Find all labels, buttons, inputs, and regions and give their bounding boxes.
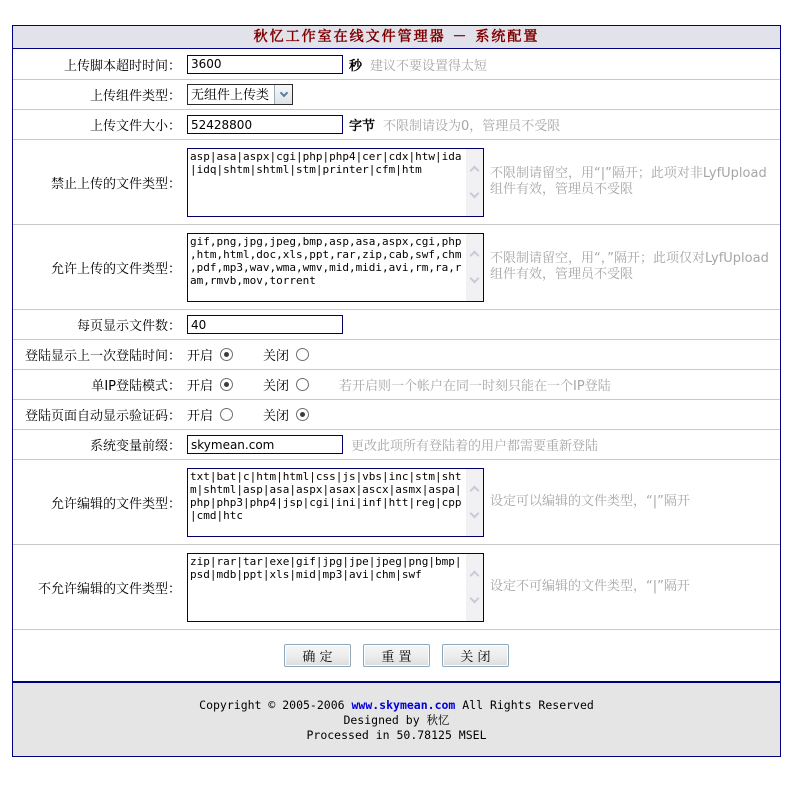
var-prefix-note: 更改此项所有登陆着的用户都需要重新登陆 xyxy=(351,439,599,454)
scroll-down-icon xyxy=(470,274,480,284)
scrollbar[interactable] xyxy=(466,469,483,536)
radio-option-off[interactable] xyxy=(263,405,309,424)
chevron-down-icon xyxy=(279,89,287,97)
script-timeout-input[interactable] xyxy=(187,55,343,74)
scroll-up-icon xyxy=(470,571,480,581)
row-noneditable-types xyxy=(13,544,780,629)
noneditable-types-note: 设定不可编辑的文件类型，“|”隔开 xyxy=(490,579,690,594)
radio-off[interactable] xyxy=(296,408,309,421)
forbidden-types-note: 不限制请留空，用“|”隔开；此项对非LyfUpload组件有效，管理员不受限 xyxy=(490,166,767,197)
ok-button[interactable]: 确 定 xyxy=(284,644,351,667)
script-timeout-label: 上传脚本超时时间： xyxy=(63,58,181,74)
editable-types-note: 设定可以编辑的文件类型，“|”隔开 xyxy=(490,494,690,509)
auto-captcha-label: 登陆页面自动显示验证码： xyxy=(24,409,181,424)
script-timeout-note: 建议不要设置得太短 xyxy=(370,58,488,74)
radio-off-label: 关闭 xyxy=(263,349,290,364)
radio-on-label: 开启 xyxy=(187,349,214,364)
noneditable-types-textarea[interactable] xyxy=(188,554,483,621)
designed-line: Designed by 秋忆 xyxy=(343,713,450,727)
row-allowed-types xyxy=(13,224,780,309)
show-last-login-label: 登陆显示上一次登陆时间： xyxy=(24,349,181,364)
radio-on-label: 开启 xyxy=(187,409,214,424)
radio-option-on[interactable] xyxy=(187,405,233,424)
row-auto-captcha xyxy=(13,399,780,429)
radio-off[interactable] xyxy=(296,378,309,391)
noneditable-types-label: 不允许编辑的文件类型： xyxy=(37,581,181,597)
skymean-link[interactable]: www.skymean.com xyxy=(351,698,456,712)
scrollbar[interactable] xyxy=(466,149,483,216)
radio-on-label: 开启 xyxy=(187,379,214,394)
files-per-page-input[interactable] xyxy=(187,315,343,334)
var-prefix-input[interactable] xyxy=(187,435,343,454)
scroll-down-icon xyxy=(470,594,480,604)
component-type-label: 上传组件类型： xyxy=(89,89,181,104)
row-forbidden-types xyxy=(13,139,780,224)
component-type-selected: 无组件上传类 xyxy=(191,88,270,103)
reset-button[interactable]: 重 置 xyxy=(363,644,430,667)
allowed-types-label: 允许上传的文件类型： xyxy=(50,261,181,277)
dropdown-button[interactable] xyxy=(274,85,292,104)
scroll-up-icon xyxy=(470,166,480,176)
single-ip-note: 若开启则一个帐户在同一时刻只能在一个IP登陆 xyxy=(339,379,611,394)
close-button[interactable]: 关 闭 xyxy=(442,644,509,667)
radio-off-label: 关闭 xyxy=(263,379,290,394)
editable-types-label: 允许编辑的文件类型： xyxy=(50,496,181,512)
footer xyxy=(12,682,781,757)
row-editable-types xyxy=(13,459,780,544)
scrollbar[interactable] xyxy=(466,554,483,621)
files-per-page-label: 每页显示文件数： xyxy=(76,319,181,334)
row-buttons xyxy=(13,629,780,681)
page-title: 秋忆工作室在线文件管理器 － 系统配置 xyxy=(13,26,780,49)
component-type-select[interactable] xyxy=(187,84,293,105)
radio-option-on[interactable] xyxy=(187,375,233,394)
row-var-prefix xyxy=(13,429,780,459)
radio-on[interactable] xyxy=(220,378,233,391)
row-component-type xyxy=(13,79,780,109)
row-script-timeout xyxy=(13,49,780,79)
row-files-per-page xyxy=(13,309,780,339)
row-single-ip xyxy=(13,369,780,399)
editable-types-textarea[interactable] xyxy=(188,469,483,536)
scroll-up-icon xyxy=(470,251,480,261)
radio-off-label: 关闭 xyxy=(263,409,290,424)
single-ip-label: 单IP登陆模式： xyxy=(91,379,181,394)
radio-on[interactable] xyxy=(220,408,233,421)
radio-on[interactable] xyxy=(220,348,233,361)
scroll-up-icon xyxy=(470,486,480,496)
radio-off[interactable] xyxy=(296,348,309,361)
max-filesize-unit: 字节 xyxy=(349,119,376,134)
max-filesize-input[interactable] xyxy=(187,115,343,134)
forbidden-types-textarea[interactable] xyxy=(188,149,483,216)
processed-line: Processed in 50.78125 MSEL xyxy=(306,728,487,742)
scroll-down-icon xyxy=(470,509,480,519)
config-panel xyxy=(12,25,781,682)
var-prefix-label: 系统变量前缀： xyxy=(89,439,181,454)
scroll-down-icon xyxy=(470,189,480,199)
radio-option-on[interactable] xyxy=(187,345,233,364)
script-timeout-unit: 秒 xyxy=(349,58,363,74)
forbidden-types-label: 禁止上传的文件类型： xyxy=(50,176,181,192)
scrollbar[interactable] xyxy=(466,234,483,301)
max-filesize-label: 上传文件大小： xyxy=(89,119,181,134)
max-filesize-note: 不限制请设为0，管理员不受限 xyxy=(383,119,561,134)
copyright-line: Copyright © 2005-2006 www.skymean.com All Rights Reserved xyxy=(199,698,594,712)
radio-option-off[interactable] xyxy=(263,375,309,394)
row-max-filesize xyxy=(13,109,780,139)
allowed-types-textarea[interactable] xyxy=(188,234,483,301)
row-show-last-login xyxy=(13,339,780,369)
allowed-types-note: 不限制请留空，用“，”隔开；此项仅对LyfUpload组件有效，管理员不受限 xyxy=(490,251,769,282)
radio-option-off[interactable] xyxy=(263,345,309,364)
